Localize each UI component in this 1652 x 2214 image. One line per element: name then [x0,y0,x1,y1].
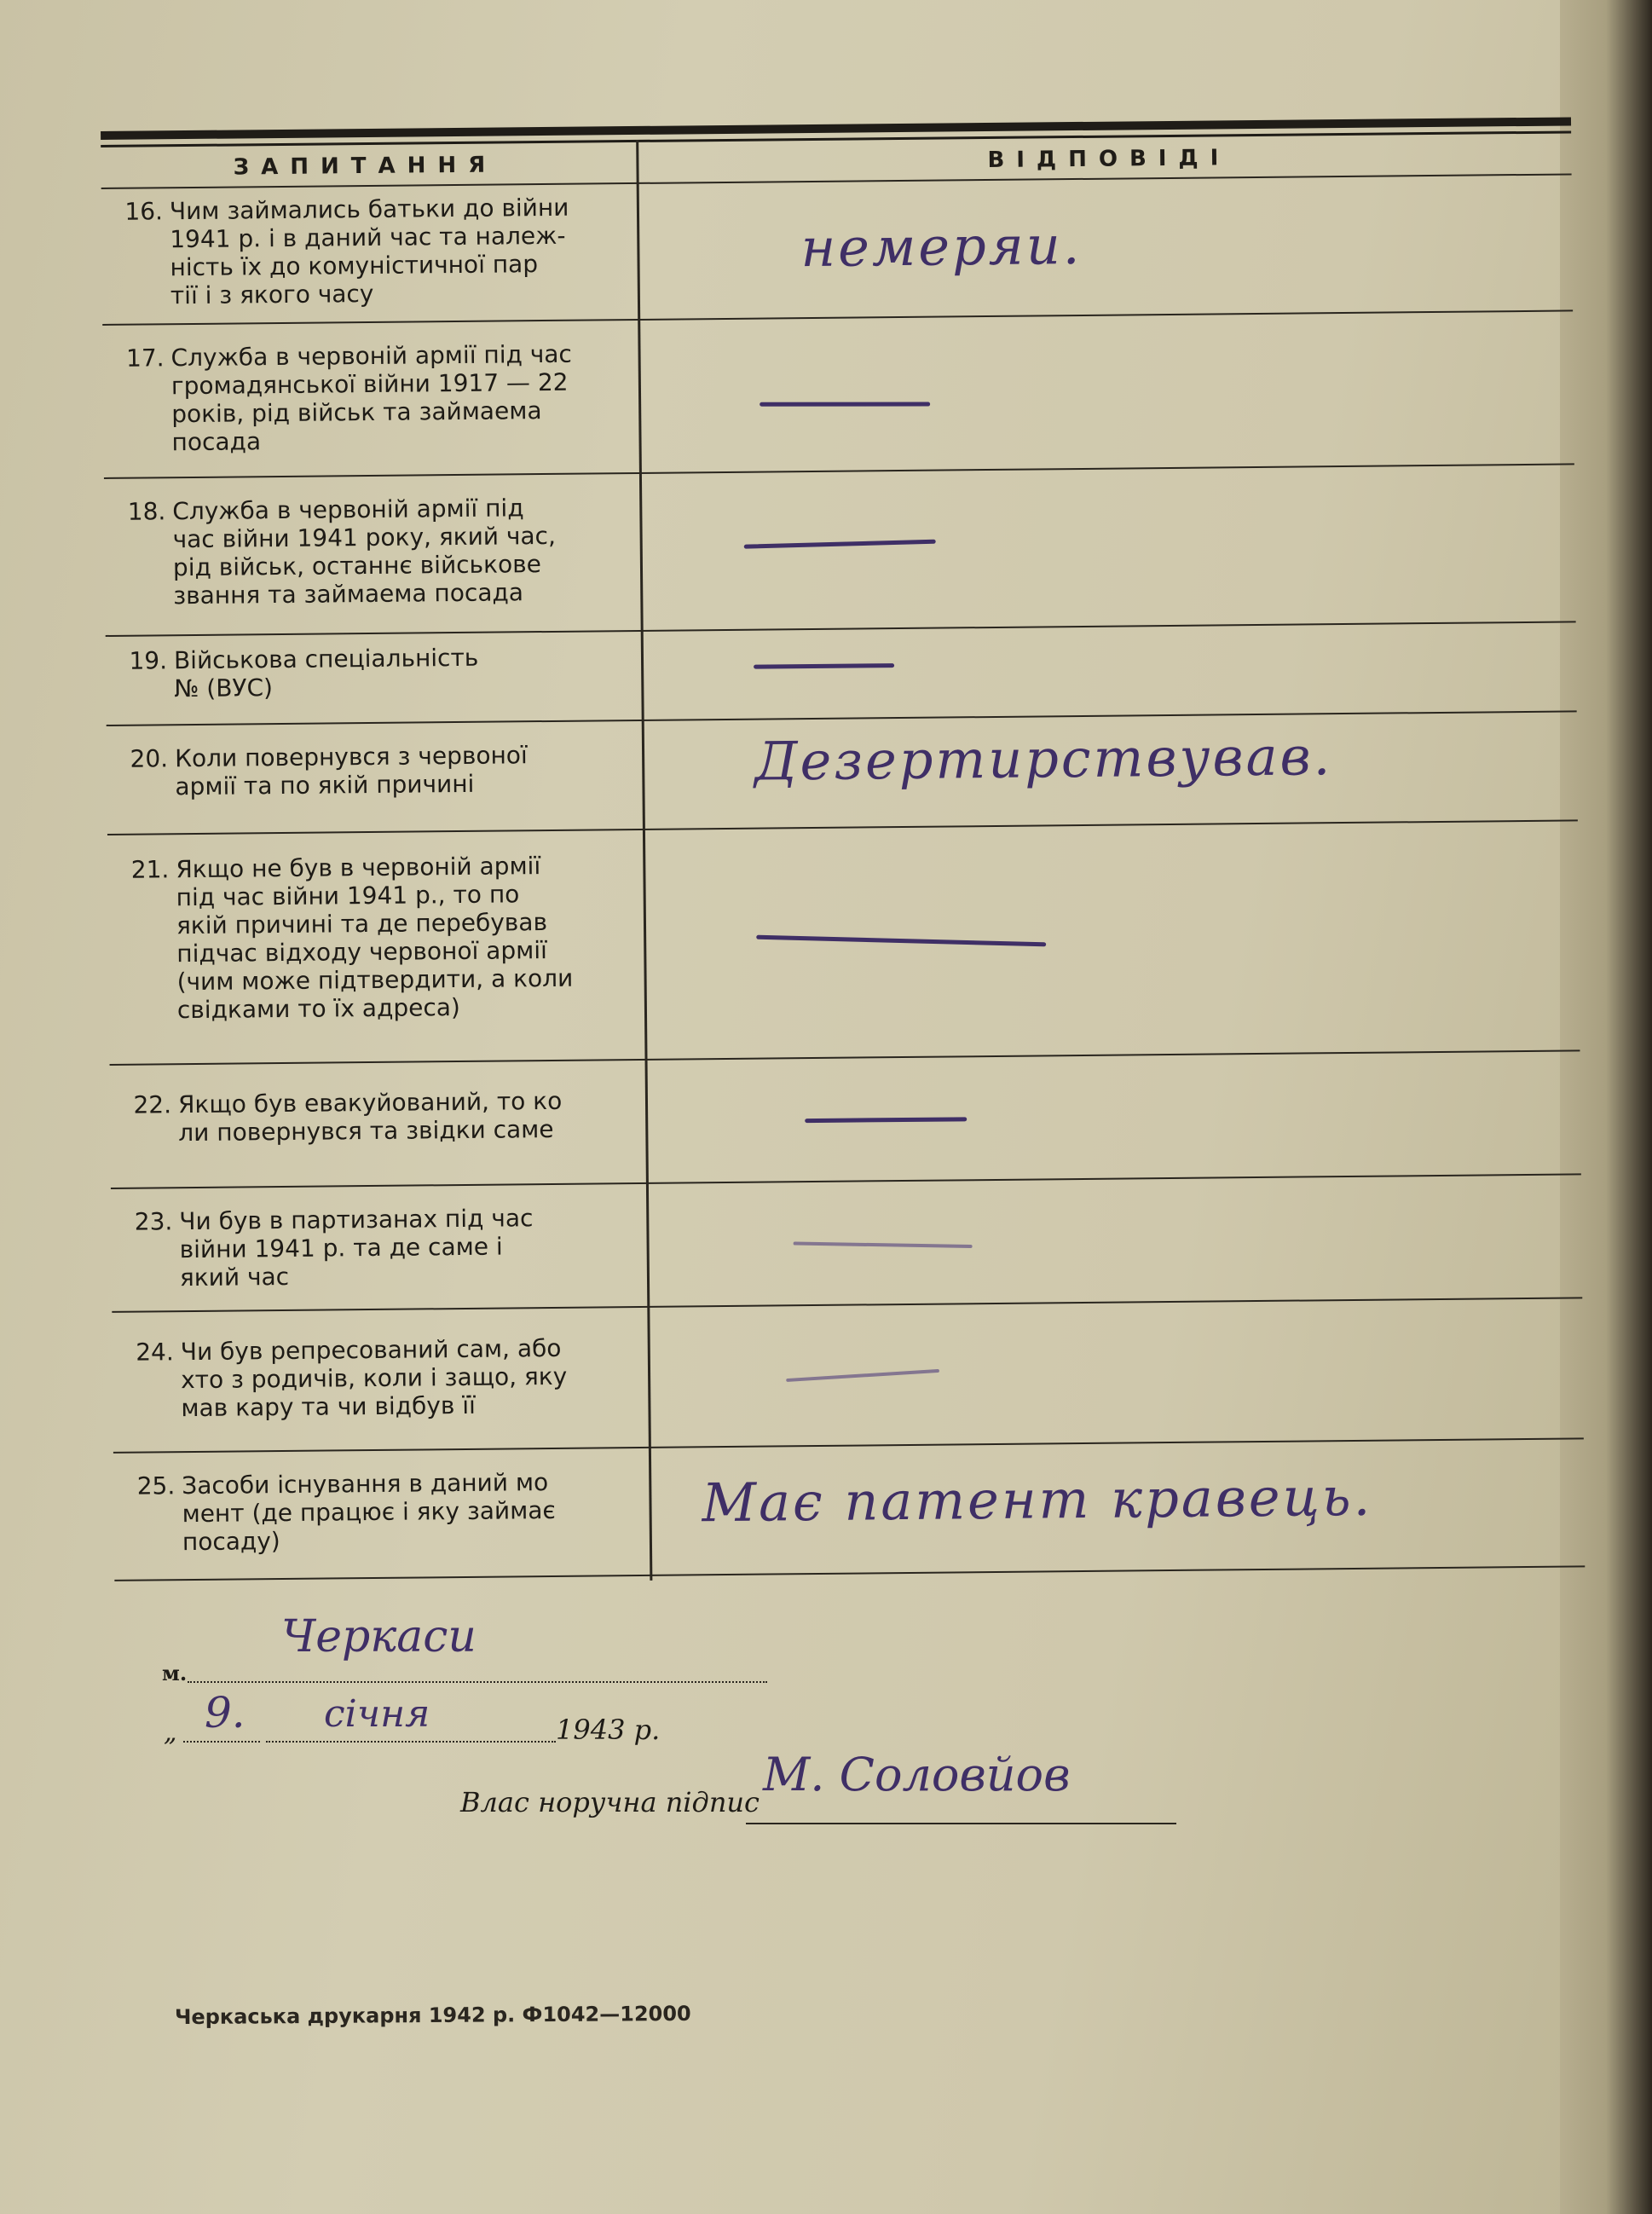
question-number: 20. [130,744,169,773]
question-text: Якщо був евакуйований, то ко ли повернувся та звідки саме [177,1086,563,1147]
question-number: 23. [134,1207,173,1236]
question-number: 17. [125,344,165,373]
answer-handwritten: Дезертирствував. [754,725,1333,793]
answer-dash [805,1117,967,1123]
table-row [112,1298,1584,1454]
question-number: 22. [133,1090,172,1119]
question-text: Чим займались батьки до війни 1941 р. і в даний час та належ- ність їх до комуністичної пар тії і з якого часу [169,193,569,310]
question-text: Якщо не був в червоній армії під час війни 1941 р., то по якій причині та де перебував підчас відходу червоної армії (чим може підтвердити, а коли свідками то їх адреса) [176,852,574,1025]
question-number: 19. [129,646,168,675]
header-answers: ВІДПОВІДІ [987,145,1231,174]
question-text: Чи був в партизанах під час війни 1941 р. та де саме і який час [179,1204,534,1292]
answer-dash [794,1242,973,1248]
question-text: Військова спеціальність № (ВУС) [173,643,479,703]
answer-dash [754,663,894,669]
table-row [111,1175,1582,1313]
signature-label: Влас норучна підпис [460,1786,760,1818]
question-text: Служба в червоній армії під час громадянської війни 1917 — 22 років, рід військ та займаема посада [170,339,573,457]
question-text: Коли повернувся з червоної армії та по якій причині [174,741,528,801]
table-row [102,311,1574,479]
table-row [113,1439,1585,1581]
printer-imprint: Черкаська друкарня 1942 р. Ф1042—12000 [174,2001,691,2030]
question-number: 21. [130,855,170,884]
place-line [188,1662,767,1683]
question-number: 18. [127,497,166,526]
table-row [104,465,1576,637]
answer-dash [744,540,936,549]
question-number: 16. [124,197,164,226]
table-row [110,1051,1581,1189]
signature-line [746,1799,1176,1824]
table-row [106,622,1577,726]
answer-dash [760,402,930,407]
question-number: 24. [136,1338,174,1367]
date-year: 1943 р. [556,1714,661,1746]
question-text: Засоби існування в даний мо мент (де працює і яку займає посаду) [182,1468,556,1557]
signature-handwritten: М. Соловйов [763,1748,1071,1801]
table-row [101,175,1573,326]
answer-dash [756,935,1046,947]
place-handwritten: Черкаси [281,1611,477,1662]
date-prefix: „ [164,1718,177,1748]
table-row [107,821,1580,1066]
question-number: 25. [136,1471,176,1500]
question-text: Чи був репресований сам, або хто з родичів, коли і защо, яку мав кару та чи відбув її [180,1333,568,1423]
date-day-handwritten: 9. [205,1688,245,1737]
table-row [107,712,1578,835]
row-divider [114,1565,1585,1581]
header-questions: ЗАПИТАННЯ [233,152,498,181]
place-prefix: м. [162,1661,188,1685]
question-text: Служба в червоній армії під час війни 1941 року, який час, рід військ, останнє військове звання та займаема посада [172,494,557,610]
date-month-handwritten: січня [324,1692,430,1736]
answer-dash [786,1369,939,1382]
questionnaire-form [101,113,1586,1619]
answer-handwritten: Має патент кравець. [702,1465,1373,1535]
answer-handwritten: немеряи. [800,213,1083,280]
